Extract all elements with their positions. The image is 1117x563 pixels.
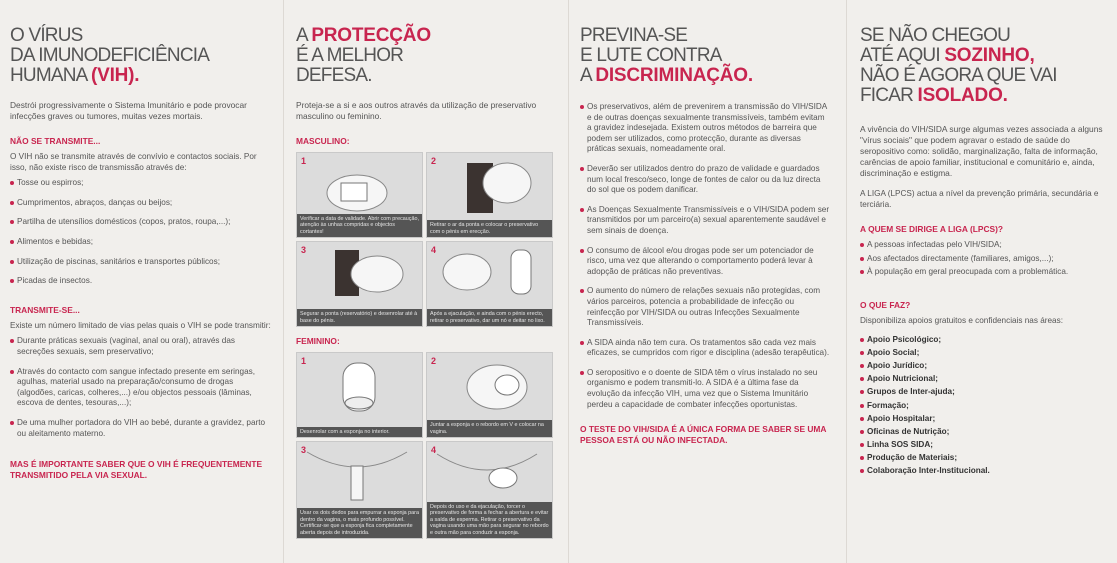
list-item: Durante práticas sexuais (vaginal, anal ou oral), através das secreções sexuais, sem preservativo; <box>10 336 272 357</box>
step-illustration: 2 Retirar o ar da ponta e colocar o preservativo com o pénis em erecção. <box>426 152 553 238</box>
list-item: O consumo de álcool e/ou drogas pode ser um potenciador de risco, uma vez que alterando o comportamento poderá levar à adopção de práticas não preventivas. <box>580 246 830 278</box>
panel-title: A PROTECÇÃO É A MELHOR DEFESA. <box>296 25 431 86</box>
list-item: Apoio Psicológico; <box>860 335 1108 346</box>
panel-protection <box>296 0 556 563</box>
list-item: De uma mulher portadora do VIH ao bebé, durante a gravidez, parto ou aleitamento materno. <box>10 418 272 439</box>
intro-text: Destrói progressivamente o Sistema Imunitário e pode provocar infecções graves ou tumores, muitas vezes mortais. <box>10 100 247 121</box>
transmitted-list <box>10 336 272 439</box>
panel-virus <box>10 0 272 563</box>
intro-text: Proteja-se a si e aos outros através da utilização de preservativo masculino ou feminino. <box>296 100 537 121</box>
list-item: As Doenças Sexualmente Transmissíveis e o VIH/SIDA podem ser transmitidos por um parceiro(a) sexual aparentemente saudável e sem sinais de doença. <box>580 205 830 237</box>
list-item: Picadas de insectos. <box>10 276 272 287</box>
step-illustration: 4 Depois do uso e da ejaculação, torcer o preservativo de forma a fechar a abertura e evitar a saída de esperma. Retirar o preservativo da vagina usando uma mão para segurar no rebordo e outra mão para conduzir a esponja. <box>426 441 553 539</box>
section-text: Disponibiliza apoios gratuitos e confidenciais nas áreas: <box>860 315 1063 325</box>
liga-text: A LIGA (LPCS) actua a nível da prevenção primária, secundária e terciária. <box>860 189 1099 209</box>
section-heading: FEMININO: <box>296 336 340 346</box>
step-illustration: 2 Juntar a esponja e o rebordo em V e colocar na vagina. <box>426 352 553 438</box>
list-item: A pessoas infectadas pelo VIH/SIDA; <box>860 240 1108 251</box>
section-heading: NÃO SE TRANSMITE... <box>10 136 101 146</box>
target-list <box>860 240 1108 278</box>
list-item: Apoio Jurídico; <box>860 361 1108 372</box>
fold-line <box>283 0 284 563</box>
list-item: Tosse ou espirros; <box>10 178 272 189</box>
list-item: Os preservativos, além de prevenirem a transmissão do VIH/SIDA e de outras doenças sexualmente transmissíveis, também evitam a gravidez indesejada. Existem outros métodos de barreira que podem ser utilizados, como protecção, durante as diversas práticas sexuais, nomeadamente oral. <box>580 102 830 155</box>
list-item: O seropositivo e o doente de SIDA têm o vírus instalado no seu organismo e podem transmiti-lo. A SIDA é a última fase da evolução da infecção VIH, uma vez que o Sistema Imunitário perdeu a capacidade de combater infecções oportunistas. <box>580 368 830 410</box>
panel-title: PREVINA-SE E LUTE CONTRA A DISCRIMINAÇÃO. <box>580 25 753 86</box>
list-item: Apoio Hospitalar; <box>860 414 1108 425</box>
list-item: Deverão ser utilizados dentro do prazo de validade e guardados num local fresco/seco, longe de fontes de calor ou da luz directa do sol que os podem danificar. <box>580 164 830 196</box>
section-heading: O QUE FAZ? <box>860 299 911 310</box>
list-item: Grupos de Inter-ajuda; <box>860 387 1108 398</box>
list-item: Produção de Materiais; <box>860 453 1108 464</box>
step-illustration: 3 Segurar a ponta (reservatório) e desenrolar até à base do pénis. <box>296 241 423 327</box>
list-item: Formação; <box>860 401 1108 412</box>
panel-title: O VÍRUS DA IMUNODEFICIÊNCIA HUMANA (VIH). <box>10 25 210 86</box>
closing-statement: MAS É IMPORTANTE SABER QUE O VIH É FREQUENTEMENTE TRANSMITIDO PELA VIA SEXUAL. <box>10 459 263 481</box>
list-item: Apoio Nutricional; <box>860 374 1108 385</box>
section-heading: MASCULINO: <box>296 136 350 146</box>
list-item: Utilização de piscinas, sanitários e transportes públicos; <box>10 257 272 268</box>
section-text: O VIH não se transmite através de convívio e contactos sociais. Por isso, não existe risco de transmissão através de: <box>10 152 257 172</box>
list-item: Através do contacto com sangue infectado presente em seringas, agulhas, material usado na preparação/consumo de drogas (algodões, caricas, colheres,...) e/ou objectos pessoais (lâminas, escova de dentes, tesouras,...); <box>10 367 272 409</box>
closing-statement: O TESTE DO VIH/SIDA É A ÚNICA FORMA DE SABER SE UMA PESSOA ESTÁ OU NÃO INFECTADA. <box>580 424 827 446</box>
list-item: A SIDA ainda não tem cura. Os tratamentos são cada vez mais eficazes, se cumpridos com rigor e disciplina (adesão terapêutica). <box>580 338 830 359</box>
list-item: Cumprimentos, abraços, danças ou beijos; <box>10 198 272 209</box>
female-condom-steps <box>296 352 556 539</box>
panel-prevention <box>580 0 830 563</box>
section-text: Existe um número limitado de vias pelas quais o VIH se pode transmitir: <box>10 320 271 330</box>
step-illustration: 1 Verificar a data de validade. Abrir com precaução, atenção às unhas compridas e objectos cortantes! <box>296 152 423 238</box>
list-item: Apoio Social; <box>860 348 1108 359</box>
section-heading: A QUEM SE DIRIGE A LIGA (LPCS)? <box>860 224 1003 235</box>
fold-line <box>846 0 847 563</box>
prevention-list <box>580 102 830 410</box>
list-item: Aos afectados directamente (familiares, amigos,...); <box>860 254 1108 265</box>
not-transmitted-list <box>10 178 272 287</box>
section-heading: TRANSMITE-SE... <box>10 304 80 315</box>
intro-text: A vivência do VIH/SIDA surge algumas vezes associada a alguns "vírus sociais" que podem agravar o estado de saúde do seropositivo como: solidão, marginalização, falta de informação, carências de apoio familiar, institucional e comunitário e, ainda, discriminação e estigma. <box>860 124 1103 178</box>
list-item: Partilha de utensílios domésticos (copos, pratos, roupa,...); <box>10 217 272 228</box>
list-item: Colaboração Inter-Institucional. <box>860 466 1108 477</box>
list-item: À população em geral preocupada com a problemática. <box>860 267 1108 278</box>
panel-support <box>860 0 1108 563</box>
step-illustration: 4 Após a ejaculação, e ainda com o pénis erecto, retirar o preservativo, dar um nó e deitar no lixo. <box>426 241 553 327</box>
list-item: Linha SOS SIDA; <box>860 440 1108 451</box>
list-item: O aumento do número de relações sexuais não protegidas, com vários parceiros, potencia a probabilidade de infecção ou reinfecção por VIH/SIDA ou outras Infecções Sexualmente Transmissíveis. <box>580 286 830 328</box>
list-item: Alimentos e bebidas; <box>10 237 272 248</box>
fold-line <box>568 0 569 563</box>
services-list <box>860 335 1108 477</box>
step-illustration: 3 Usar os dois dedos para empurrar a esponja para dentro da vagina, o mais profundo possível. Certificar-se que a esponja fica completamente aberta depois de introduzida. <box>296 441 423 539</box>
male-condom-steps <box>296 152 556 327</box>
panel-title: SE NÃO CHEGOU ATÉ AQUI SOZINHO, NÃO É AGORA QUE VAI FICAR ISOLADO. <box>860 25 1057 106</box>
step-illustration: 1 Desenrolar com a esponja no interior. <box>296 352 423 438</box>
list-item: Oficinas de Nutrição; <box>860 427 1108 438</box>
